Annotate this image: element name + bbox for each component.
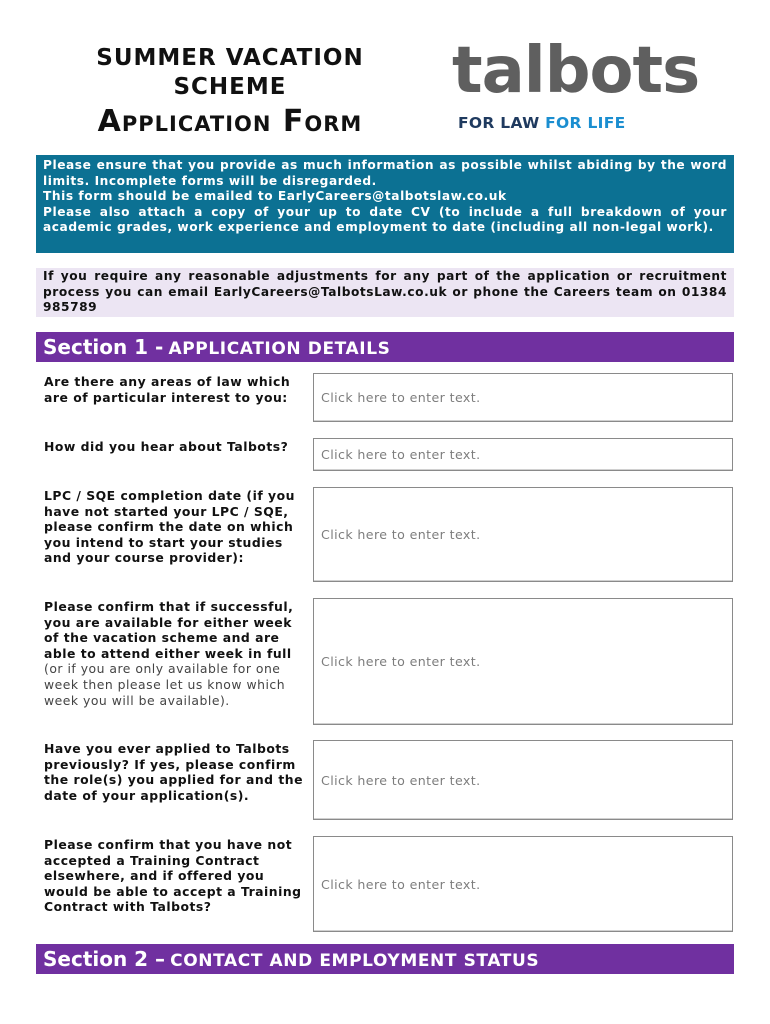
- section-number: Section 2 –: [43, 947, 166, 971]
- section-number: Section 1 -: [43, 335, 164, 359]
- previous-application-input[interactable]: Click here to enter text.: [313, 740, 733, 820]
- form-title-line2: SCHEME: [173, 74, 287, 100]
- question-label: Are there any areas of law which are of particular interest to you:: [44, 374, 291, 405]
- notice-line: Please also attach a copy of your up to date CV (to include a full breakdown of your academic grades, work experience and employment to date (including all non-legal work).: [43, 204, 727, 235]
- question-label: How did you hear about Talbots?: [44, 439, 289, 454]
- question-label: Please confirm that if successful, you are available for either week of the vacation scheme and are able to attend either week in full (or if you are only available for one week then please let us know which week you will be available).: [44, 599, 294, 708]
- lpc-sqe-date-input[interactable]: Click here to enter text.: [313, 487, 733, 582]
- how-heard-input[interactable]: Click here to enter text.: [313, 438, 733, 471]
- adjustments-notice: If you require any reasonable adjustments for any part of the application or recruitment process you can email EarlyCareers@TalbotsLaw.co.uk or phone the Careers team on 01384 985789: [36, 268, 734, 317]
- section-name: APPLICATION DETAILS: [168, 339, 391, 359]
- question-label: LPC / SQE completion date (if you have not started your LPC / SQE, please confirm the date on which you intend to start your studies and your course provider):: [44, 488, 295, 566]
- form-title-main: APPLICATION FORM: [97, 104, 363, 139]
- talbots-logo: [452, 34, 727, 136]
- notice-line: Please ensure that you provide as much information as possible whilst abiding by the word limits. Incomplete forms will be disregarded.: [43, 158, 727, 188]
- section-name: CONTACT AND EMPLOYMENT STATUS: [170, 951, 540, 971]
- question-label: Have you ever applied to Talbots previously? If yes, please confirm the role(s) you applied for and the date of your application(s).: [44, 741, 303, 803]
- instructions-notice: [36, 155, 734, 253]
- training-contract-input[interactable]: Click here to enter text.: [313, 836, 733, 932]
- availability-input[interactable]: Click here to enter text.: [313, 598, 733, 725]
- form-header: [0, 0, 770, 150]
- logo-tagline: FOR LAW FOR LIFE: [458, 114, 626, 132]
- form-title-line1: SUMMER VACATION: [96, 45, 364, 71]
- section-2-header: [36, 944, 734, 974]
- notice-line: This form should be emailed to EarlyCareers@talbotslaw.co.uk: [43, 189, 507, 204]
- areas-of-law-input[interactable]: Click here to enter text.: [313, 373, 733, 422]
- section-1-header: [36, 332, 734, 362]
- logo-wordmark: talbots: [452, 34, 700, 108]
- question-label: Please confirm that you have not accepted a Training Contract elsewhere, and if offered you would be able to accept a Training Contract with Talbots?: [44, 837, 302, 915]
